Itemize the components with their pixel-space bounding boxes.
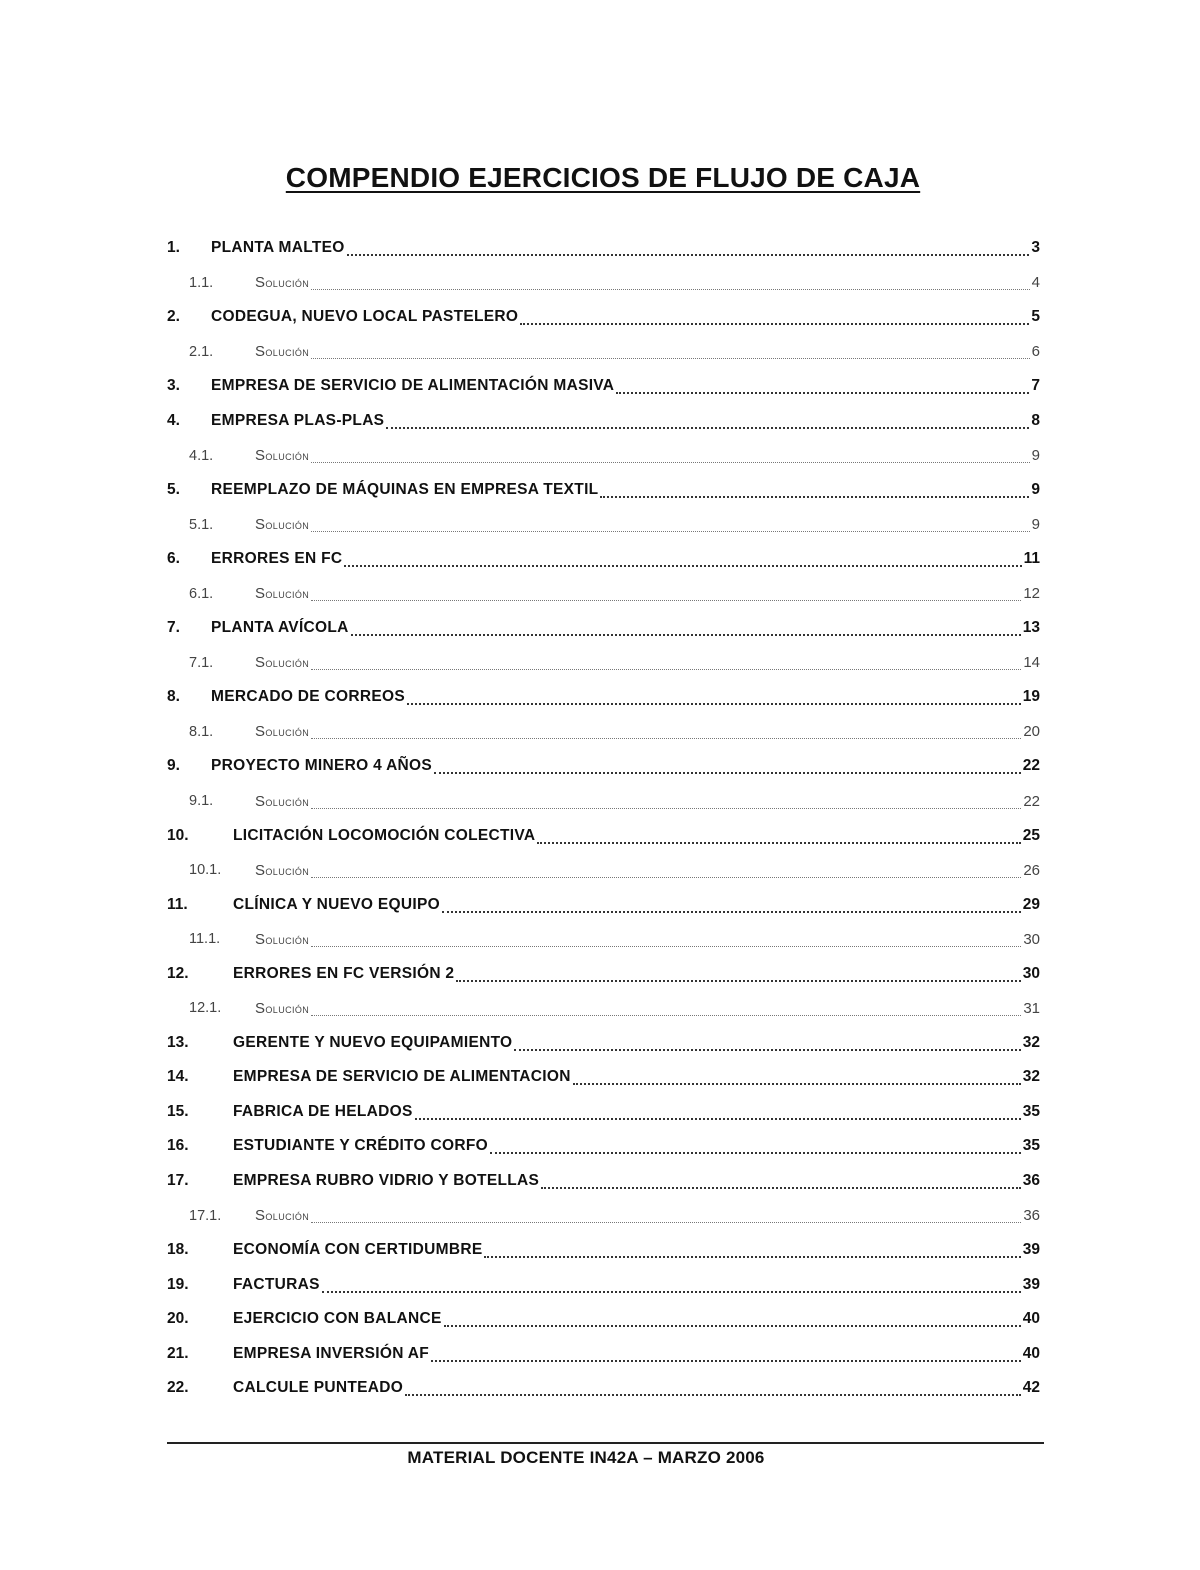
toc-subentry[interactable] xyxy=(167,1198,1040,1233)
toc-entry-page: 36 xyxy=(1023,1207,1040,1225)
toc-entry-number: 16. xyxy=(167,1137,189,1155)
toc-entry-page: 19 xyxy=(1022,688,1040,706)
toc-dot-leader xyxy=(407,699,1021,705)
toc-entry-label: Solución xyxy=(255,585,310,603)
toc-entry-page: 29 xyxy=(1022,895,1040,913)
toc-subentry[interactable] xyxy=(167,784,1040,819)
toc-dot-leader xyxy=(434,768,1021,774)
toc-entry-page: 30 xyxy=(1022,964,1040,982)
toc-entry[interactable] xyxy=(167,749,1040,784)
toc-entry-label: EJERCICIO CON BALANCE xyxy=(233,1310,442,1328)
toc-dot-leader xyxy=(351,630,1021,636)
toc-dot-leader xyxy=(311,1011,1021,1016)
toc-entry-number: 1.1. xyxy=(189,274,214,291)
toc-subentry[interactable] xyxy=(167,715,1040,750)
toc-entry[interactable] xyxy=(167,1337,1040,1372)
toc-dot-leader xyxy=(311,354,1029,359)
toc-entry[interactable] xyxy=(167,956,1040,991)
toc-entry-label: ESTUDIANTE Y CRÉDITO CORFO xyxy=(233,1137,488,1155)
toc-entry-page: 12 xyxy=(1023,585,1040,603)
toc-entry-page: 6 xyxy=(1031,343,1040,361)
toc-entry[interactable] xyxy=(167,818,1040,853)
toc-entry-label: PROYECTO MINERO 4 AÑOS xyxy=(211,757,433,775)
toc-entry-page: 11 xyxy=(1023,550,1040,568)
toc-entry-page: 22 xyxy=(1023,792,1040,810)
toc-dot-leader xyxy=(514,1045,1020,1051)
toc-entry-number: 19. xyxy=(167,1275,189,1293)
toc-dot-leader xyxy=(537,838,1020,844)
toc-entry-page: 35 xyxy=(1022,1102,1040,1120)
toc-entry[interactable] xyxy=(167,611,1040,646)
toc-entry-number: 3. xyxy=(167,377,180,395)
toc-dot-leader xyxy=(600,492,1029,498)
toc-entry-label: ECONOMÍA CON CERTIDUMBRE xyxy=(233,1241,483,1259)
toc-entry-page: 26 xyxy=(1023,861,1040,879)
toc-entry-page: 9 xyxy=(1031,481,1040,499)
toc-entry-page: 36 xyxy=(1022,1172,1040,1190)
toc-dot-leader xyxy=(311,285,1029,290)
document-title: COMPENDIO EJERCICIOS DE FLUJO DE CAJA xyxy=(285,161,921,193)
toc-dot-leader xyxy=(311,804,1021,809)
toc-dot-leader xyxy=(347,250,1030,256)
document-footer: MATERIAL DOCENTE IN42A – MARZO 2006 xyxy=(407,1448,765,1467)
toc-dot-leader xyxy=(573,1079,1021,1085)
toc-entry-label: MERCADO DE CORREOS xyxy=(211,688,405,706)
toc-entry-number: 9.1. xyxy=(189,793,214,810)
toc-entry-label: EMPRESA RUBRO VIDRIO Y BOTELLAS xyxy=(233,1172,540,1190)
toc-entry-label: Solución xyxy=(255,447,310,465)
toc-entry-number: 18. xyxy=(167,1241,189,1259)
toc-entry-number: 5. xyxy=(167,481,180,499)
toc-entry-label: FABRICA DE HELADOS xyxy=(233,1102,413,1120)
toc-entry-page: 35 xyxy=(1022,1137,1040,1155)
toc-entry-number: 6. xyxy=(167,550,180,568)
toc-dot-leader xyxy=(444,1321,1021,1327)
toc-entry-number: 1. xyxy=(167,239,180,257)
toc-entry-page: 7 xyxy=(1031,377,1040,395)
toc-entry-page: 13 xyxy=(1022,619,1040,637)
toc-entry-label: CLÍNICA Y NUEVO EQUIPO xyxy=(233,895,440,913)
toc-entry-number: 2. xyxy=(167,308,180,326)
toc-subentry[interactable] xyxy=(167,646,1040,681)
toc-entry-number: 17.1. xyxy=(189,1207,222,1224)
toc-entry-page: 5 xyxy=(1031,308,1040,326)
toc-entry-number: 22. xyxy=(167,1379,189,1397)
toc-entry[interactable] xyxy=(167,1302,1040,1337)
toc-entry-number: 10.1. xyxy=(189,862,222,879)
toc-subentry[interactable] xyxy=(167,922,1040,957)
table-of-contents xyxy=(167,231,1040,1406)
toc-entry-label: Solución xyxy=(255,1207,310,1225)
toc-entry[interactable] xyxy=(167,1129,1040,1164)
toc-entry[interactable] xyxy=(167,1060,1040,1095)
toc-entry-number: 14. xyxy=(167,1068,189,1086)
toc-entry[interactable] xyxy=(167,231,1040,266)
toc-entry-label: FACTURAS xyxy=(233,1275,320,1293)
toc-dot-leader xyxy=(520,319,1029,325)
footer-divider xyxy=(167,1442,1044,1444)
toc-entry-label: EMPRESA DE SERVICIO DE ALIMENTACIÓN MASIVA xyxy=(211,377,615,395)
toc-entry-label: ERRORES EN FC xyxy=(211,550,343,568)
toc-dot-leader xyxy=(405,1390,1021,1396)
toc-entry-page: 9 xyxy=(1031,516,1040,534)
toc-entry-page: 8 xyxy=(1031,412,1040,429)
toc-entry-label: EMPRESA PLAS-PLAS xyxy=(211,412,385,429)
toc-entry-label: Solución xyxy=(255,930,310,948)
toc-entry-number: 15. xyxy=(167,1102,189,1120)
toc-entry-page: 32 xyxy=(1022,1068,1040,1086)
toc-entry[interactable] xyxy=(167,369,1040,404)
toc-entry-page: 40 xyxy=(1022,1310,1040,1328)
toc-entry[interactable] xyxy=(167,680,1040,715)
toc-entry-number: 7.1. xyxy=(189,654,214,671)
toc-subentry[interactable] xyxy=(167,507,1040,542)
toc-entry[interactable] xyxy=(167,300,1040,335)
toc-subentry[interactable] xyxy=(167,335,1040,370)
toc-entry-number: 8.1. xyxy=(189,723,214,740)
toc-entry[interactable] xyxy=(167,1267,1040,1302)
toc-entry-label: CALCULE PUNTEADO xyxy=(233,1379,404,1397)
toc-entry-label: GERENTE Y NUEVO EQUIPAMIENTO xyxy=(233,1033,513,1051)
toc-entry-page: 14 xyxy=(1023,654,1040,672)
toc-entry-number: 4. xyxy=(167,412,180,429)
toc-entry[interactable] xyxy=(167,1233,1040,1268)
toc-entry-page: 31 xyxy=(1023,999,1040,1017)
toc-dot-leader xyxy=(386,423,1029,429)
toc-dot-leader xyxy=(311,665,1021,670)
toc-dot-leader xyxy=(616,388,1029,394)
toc-entry-label: Solución xyxy=(255,343,310,361)
toc-entry[interactable] xyxy=(167,1164,1040,1199)
toc-entry-number: 10. xyxy=(167,826,189,844)
toc-subentry[interactable] xyxy=(167,853,1040,888)
toc-subentry[interactable] xyxy=(167,576,1040,611)
toc-entry[interactable] xyxy=(167,1026,1040,1061)
toc-entry[interactable] xyxy=(167,1095,1040,1130)
toc-dot-leader xyxy=(311,458,1029,463)
toc-entry[interactable] xyxy=(167,473,1040,508)
toc-subentry[interactable] xyxy=(167,438,1040,473)
toc-subentry[interactable] xyxy=(167,266,1040,301)
toc-entry-number: 12. xyxy=(167,964,189,982)
toc-entry[interactable] xyxy=(167,887,1040,922)
toc-dot-leader xyxy=(344,561,1021,567)
toc-entry-label: Solución xyxy=(255,723,310,741)
toc-entry-number: 11.1. xyxy=(189,931,221,948)
toc-dot-leader xyxy=(311,596,1021,601)
toc-entry-label: LICITACIÓN LOCOMOCIÓN COLECTIVA xyxy=(233,826,536,844)
toc-entry-number: 13. xyxy=(167,1033,189,1051)
toc-dot-leader xyxy=(311,873,1021,878)
toc-entry-page: 20 xyxy=(1023,723,1040,741)
toc-entry-label: Solución xyxy=(255,654,310,672)
toc-dot-leader xyxy=(490,1148,1021,1154)
toc-dot-leader xyxy=(415,1114,1021,1120)
toc-entry-number: 4.1. xyxy=(189,447,214,464)
toc-entry-number: 11. xyxy=(167,895,188,913)
toc-dot-leader xyxy=(311,734,1021,739)
toc-entry-page: 39 xyxy=(1022,1241,1040,1259)
toc-dot-leader xyxy=(311,1218,1021,1223)
toc-entry-label: REEMPLAZO DE MÁQUINAS EN EMPRESA TEXTIL xyxy=(211,481,599,499)
toc-entry-label: ERRORES EN FC VERSIÓN 2 xyxy=(233,964,455,982)
toc-entry[interactable] xyxy=(167,542,1040,577)
toc-entry-page: 40 xyxy=(1022,1344,1040,1362)
toc-entry[interactable] xyxy=(167,404,1040,439)
toc-entry-label: PLANTA MALTEO xyxy=(211,239,345,257)
toc-dot-leader xyxy=(322,1287,1021,1293)
toc-entry-number: 8. xyxy=(167,688,180,706)
toc-entry-label: Solución xyxy=(255,999,310,1017)
toc-entry-page: 22 xyxy=(1022,757,1040,775)
toc-dot-leader xyxy=(431,1356,1021,1362)
toc-entry-label: Solución xyxy=(255,861,310,879)
toc-entry-number: 17. xyxy=(167,1172,189,1190)
toc-entry-label: Solución xyxy=(255,792,310,810)
toc-dot-leader xyxy=(442,907,1021,913)
toc-entry-number: 20. xyxy=(167,1310,189,1328)
toc-entry-label: EMPRESA INVERSIÓN AF xyxy=(233,1344,430,1362)
toc-entry-page: 4 xyxy=(1031,274,1040,292)
toc-entry-number: 12.1. xyxy=(189,1000,222,1017)
toc-entry-number: 9. xyxy=(167,757,180,775)
toc-subentry[interactable] xyxy=(167,991,1040,1026)
toc-dot-leader xyxy=(541,1183,1021,1189)
toc-dot-leader xyxy=(456,976,1020,982)
toc-entry-number: 5.1. xyxy=(189,516,214,533)
toc-entry-number: 7. xyxy=(167,619,180,637)
toc-entry-label: PLANTA AVÍCOLA xyxy=(211,619,349,637)
toc-entry-number: 6.1. xyxy=(189,585,214,602)
toc-dot-leader xyxy=(311,527,1029,532)
toc-entry-page: 9 xyxy=(1031,447,1040,465)
toc-entry-label: Solución xyxy=(255,516,310,534)
toc-entry-label: Solución xyxy=(255,274,310,292)
toc-entry-page: 32 xyxy=(1022,1033,1040,1051)
toc-entry-number: 21. xyxy=(167,1344,189,1362)
toc-entry[interactable] xyxy=(167,1371,1040,1406)
toc-entry-page: 30 xyxy=(1023,930,1040,948)
toc-entry-page: 39 xyxy=(1022,1275,1040,1293)
toc-dot-leader xyxy=(484,1252,1020,1258)
toc-entry-page: 3 xyxy=(1031,239,1040,257)
toc-entry-number: 2.1. xyxy=(189,343,214,360)
toc-dot-leader xyxy=(311,942,1021,947)
toc-entry-page: 25 xyxy=(1022,826,1040,844)
toc-entry-label: CODEGUA, NUEVO LOCAL PASTELERO xyxy=(211,308,519,326)
toc-entry-label: EMPRESA DE SERVICIO DE ALIMENTACION xyxy=(233,1068,571,1086)
toc-entry-page: 42 xyxy=(1022,1379,1040,1397)
